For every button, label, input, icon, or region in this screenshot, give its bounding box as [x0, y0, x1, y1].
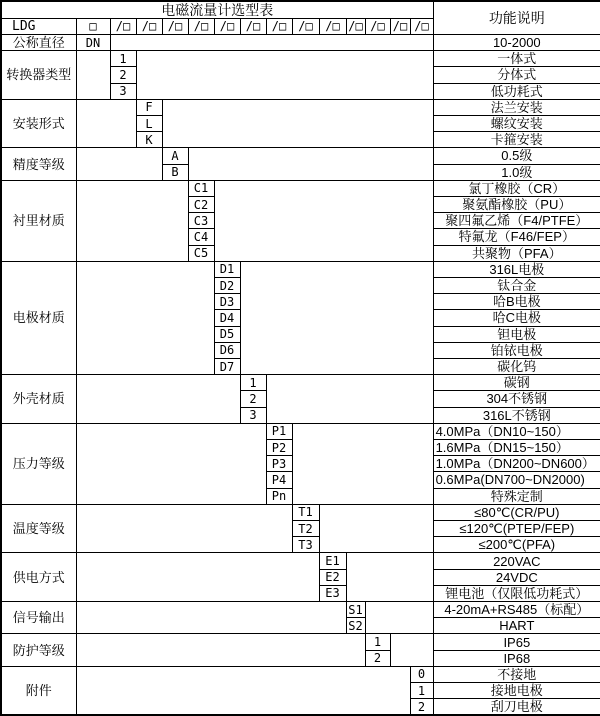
spacer-cell [162, 99, 433, 148]
function-column-header: 功能说明 [433, 1, 600, 34]
code-cell: K [136, 132, 162, 148]
function-cell: 特氟龙（F46/FEP） [433, 229, 600, 245]
code-cell: 2 [110, 67, 136, 83]
function-cell: ≤120℃(PTEP/FEP) [433, 521, 600, 537]
section-label: 附件 [1, 666, 76, 715]
code-cell: E2 [319, 569, 346, 585]
code-cell: D6 [214, 342, 240, 358]
function-cell: 铂铱电极 [433, 342, 600, 358]
code-cell: S1 [346, 602, 365, 618]
code-cell: P3 [266, 456, 292, 472]
function-cell: 24VDC [433, 569, 600, 585]
spacer-cell [240, 261, 433, 374]
function-cell: 316L不锈钢 [433, 407, 600, 423]
code-cell: 3 [240, 407, 266, 423]
table-row [1, 634, 600, 650]
code-cell: 2 [410, 699, 433, 715]
function-cell: 法兰安装 [433, 99, 600, 115]
table-row [1, 1, 600, 18]
function-cell: 锂电池（仅限低功耗式） [433, 585, 600, 601]
table-row [1, 180, 600, 196]
table-row [1, 423, 600, 439]
spacer-cell [76, 148, 162, 180]
function-cell: 304不锈钢 [433, 391, 600, 407]
section-label: 精度等级 [1, 148, 76, 180]
function-cell: 一体式 [433, 51, 600, 67]
function-cell: 4.0MPa（DN10~150） [433, 423, 600, 439]
code-cell: L [136, 115, 162, 131]
table-row [1, 553, 600, 569]
table-row [1, 261, 600, 277]
function-cell: 特殊定制 [433, 488, 600, 504]
section-label: 信号输出 [1, 602, 76, 634]
function-cell: 1.0级 [433, 164, 600, 180]
function-cell: 刮刀电极 [433, 699, 600, 715]
table-row [1, 148, 600, 164]
function-cell: 碳钢 [433, 375, 600, 391]
model-slot-box: /□ [162, 18, 188, 34]
code-cell: T2 [292, 521, 319, 537]
spacer-cell [76, 261, 214, 374]
spacer-cell [76, 634, 365, 666]
function-cell: 共聚物（PFA） [433, 245, 600, 261]
spacer-cell [76, 553, 319, 602]
model-slot-box: /□ [346, 18, 365, 34]
first-code-box: □ [76, 18, 110, 34]
function-cell: 碳化钨 [433, 358, 600, 374]
function-cell: 220VAC [433, 553, 600, 569]
code-cell: 0 [410, 666, 433, 682]
model-prefix: LDG [1, 18, 76, 34]
code-cell: C3 [188, 213, 214, 229]
code-cell: D4 [214, 310, 240, 326]
function-cell: 聚氨酯橡胶（PU） [433, 196, 600, 212]
code-cell: 1 [365, 634, 390, 650]
code-cell: 1 [240, 375, 266, 391]
table-row [1, 666, 600, 682]
spacer-cell [76, 375, 240, 424]
model-slot-box: /□ [410, 18, 433, 34]
code-cell: C5 [188, 245, 214, 261]
code-cell: P4 [266, 472, 292, 488]
table-row [1, 99, 600, 115]
spacer-cell [76, 99, 136, 148]
spacer-cell [110, 34, 433, 50]
code-cell: P1 [266, 423, 292, 439]
section-label: 外壳材质 [1, 375, 76, 424]
function-cell: 不接地 [433, 666, 600, 682]
spacer-cell [76, 504, 292, 553]
code-cell: 1 [110, 51, 136, 67]
spacer-cell [136, 51, 433, 100]
section-label: 供电方式 [1, 553, 76, 602]
table-row [1, 504, 600, 520]
code-cell: C4 [188, 229, 214, 245]
section-label: 公称直径 [1, 34, 76, 50]
code-cell: 2 [240, 391, 266, 407]
code-cell: B [162, 164, 188, 180]
function-cell: 聚四氟乙烯（F4/PTFE） [433, 213, 600, 229]
function-cell: 接地电极 [433, 683, 600, 699]
model-slot-box: /□ [390, 18, 410, 34]
function-cell: 0.6MPa(DN700~DN2000) [433, 472, 600, 488]
function-cell: 1.0MPa（DN200~DN600） [433, 456, 600, 472]
function-cell: 4-20mA+RS485（标配） [433, 602, 600, 618]
table-row [1, 602, 600, 618]
function-cell: 0.5级 [433, 148, 600, 164]
section-label: 压力等级 [1, 423, 76, 504]
section-label: 电极材质 [1, 261, 76, 374]
code-cell: E1 [319, 553, 346, 569]
table-title: 电磁流量计选型表 [1, 1, 433, 18]
code-cell: 1 [410, 683, 433, 699]
code-cell: F [136, 99, 162, 115]
model-slot-box: /□ [319, 18, 346, 34]
function-cell: 10-2000 [433, 34, 600, 50]
model-slot-box: /□ [110, 18, 136, 34]
spacer-cell [188, 148, 433, 180]
function-cell: HART [433, 618, 600, 634]
code-cell: C2 [188, 196, 214, 212]
table-row [1, 34, 600, 50]
code-cell: D2 [214, 277, 240, 293]
code-cell: D7 [214, 358, 240, 374]
function-cell: 氯丁橡胶（CR） [433, 180, 600, 196]
function-cell: 卡箍安装 [433, 132, 600, 148]
code-cell: E3 [319, 585, 346, 601]
spacer-cell [76, 666, 410, 715]
spacer-cell [76, 602, 346, 634]
code-cell: D5 [214, 326, 240, 342]
function-cell: 316L电极 [433, 261, 600, 277]
spacer-cell [76, 51, 110, 100]
model-slot-box: /□ [266, 18, 292, 34]
function-cell: 哈B电极 [433, 294, 600, 310]
model-slot-box: /□ [136, 18, 162, 34]
code-cell: C1 [188, 180, 214, 196]
spacer-cell [76, 180, 188, 261]
code-cell: D1 [214, 261, 240, 277]
code-cell: T3 [292, 537, 319, 553]
function-cell: IP65 [433, 634, 600, 650]
code-cell: 3 [110, 83, 136, 99]
spacer-cell [214, 180, 433, 261]
model-slot-box: /□ [188, 18, 214, 34]
code-cell: S2 [346, 618, 365, 634]
table-row [1, 375, 600, 391]
model-slot-box: /□ [365, 18, 390, 34]
spacer-cell [346, 553, 433, 602]
model-slot-box: /□ [292, 18, 319, 34]
section-label: 防护等级 [1, 634, 76, 666]
function-cell: ≤200℃(PFA) [433, 537, 600, 553]
code-cell: A [162, 148, 188, 164]
table-row [1, 51, 600, 67]
function-cell: 螺纹安装 [433, 115, 600, 131]
code-cell: Pn [266, 488, 292, 504]
model-slot-box: /□ [214, 18, 240, 34]
section-label: 衬里材质 [1, 180, 76, 261]
spacer-cell [266, 375, 433, 424]
function-cell: 哈C电极 [433, 310, 600, 326]
spacer-cell [365, 602, 433, 634]
function-cell: 1.6MPa（DN15~150） [433, 439, 600, 455]
code-cell: T1 [292, 504, 319, 520]
section-label: 安装形式 [1, 99, 76, 148]
section-label: 转换器类型 [1, 51, 76, 100]
section-label: 温度等级 [1, 504, 76, 553]
code-cell: D3 [214, 294, 240, 310]
spacer-cell [76, 423, 266, 504]
function-cell: IP68 [433, 650, 600, 666]
spacer-cell [292, 423, 433, 504]
spacer-cell [319, 504, 433, 553]
function-cell: ≤80℃(CR/PU) [433, 504, 600, 520]
function-cell: 钛合金 [433, 277, 600, 293]
code-cell: DN [76, 34, 110, 50]
function-cell: 钽电极 [433, 326, 600, 342]
spacer-cell [390, 634, 433, 666]
function-cell: 低功耗式 [433, 83, 600, 99]
code-cell: 2 [365, 650, 390, 666]
model-slot-box: /□ [240, 18, 266, 34]
function-cell: 分体式 [433, 67, 600, 83]
code-cell: P2 [266, 439, 292, 455]
